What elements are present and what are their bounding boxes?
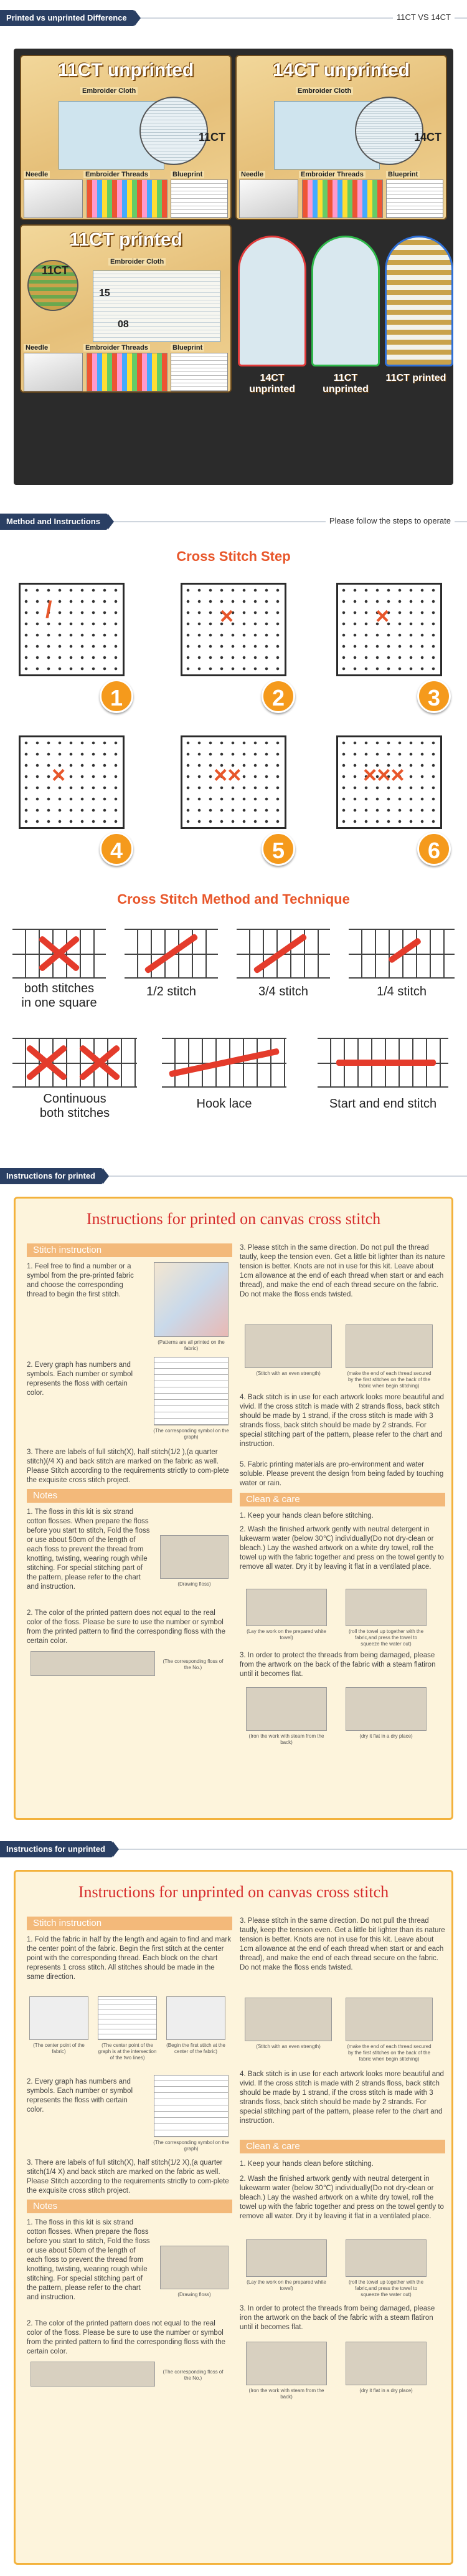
caption: (The corresponding symbol on the graph) [153,2140,229,2152]
step-box-4: × [19,735,125,829]
stitch-photo [245,1998,332,2041]
needle-image [24,353,83,391]
section-subtitle: Please follow the steps to operate [326,516,455,525]
paragraph: 2. Wash the finished artwork gently with neutral detergent in lukewarm water (below 30℃) individually(Do not dry-clean or bleach.) Lay the washed artwork on a white dry towel, roll the towel up with the fabric together and press on the towel gently to remove all water. Dry it by leaving it flat in a ventilated place. [240,2175,444,2220]
comparison-panel [14,49,453,485]
cloth-label: Embroider Cloth [80,87,138,95]
paragraph: 3. Please stitch in the same direction. Do not pull the thread tautly, keep the tension even. Get a little bit lighter than its nature tension is better. Knots are not in use for this kit. Leave about 1cm allowance at the end of each thread when start or and each thread), and make the end of each thread secure on the fabric. Do not make the floss ends twisted. [240,1244,445,1298]
caption: (The corresponding floss of the No.) [163,2369,224,2381]
card-14ct-unprinted [235,55,447,220]
step-box-1: / [19,583,125,676]
step-box-5: ×× [181,735,286,829]
graph-center-photo [98,1996,157,2040]
needle-label: Needle [24,171,50,178]
method-label: both stitches in one square [21,982,97,1010]
step-number-1: 1 [100,679,133,713]
section-tag: Method and Instructions [0,514,108,530]
blueprint-label: Blueprint [171,171,204,178]
paragraph: 3. There are labels of full stitch(X), half stitch(1/2 ),(a quarter stitch)(/4 X) and back stitch are marked on the fabric as well. Please Stitch according to the requirements strictly to com-plete the exquisite cross stitch project. [27,1448,229,1484]
method-label: 1/2 stitch [146,985,197,998]
method-title: Cross Stitch Method and Technique [117,891,350,907]
caption: (dry it flat in a dry place) [359,1733,413,1739]
blueprint-image [171,353,228,391]
threads-label: Embroider Threads [83,344,150,352]
section-tag: Instructions for unprinted [0,1841,113,1857]
paragraph: 1. Keep your hands clean before stitching. [240,2160,374,2168]
step-box-2: × [181,583,286,676]
paragraph: 3. Please stitch in the same direction. Do not pull the thread tautly, keep the tension even. Get a little bit lighter than its nature tension is better. Knots are not in use for this kit. Leave about 1cm allowance at the end of each thread when start or and each thread), and make the end of each thread secure on the fabric. Do not make the floss ends twisted. [240,1917,445,1971]
first-stitch-photo [166,1996,225,2040]
method-label: 1/4 stitch [376,985,427,998]
step-box-6: ××× [336,735,442,829]
paragraph: 3. There are labels of full stitch(X), half stitch(1/2 X),(a quarter stitch(1/4 X) and back stitch are marked on the fabric as well. Please Stitch according to the requirements strictly to com-plete the exquisite cross stitch project. [27,2159,229,2195]
caption: (The center point of the graph is at the intersection of the two lines) [98,2042,157,2061]
paragraph: 2. The color of the printed pattern does not equal to the real color of the floss. Please be sure to use the number or symbol from the printed pattern to find the corresponding floss with the certain color. [27,2320,225,2355]
step-number-4: 4 [100,832,133,866]
stitch-photo [245,1324,332,1368]
section-header-method [0,511,467,532]
paragraph: 3. In order to protect the threads from being damaged, please iron the artwork on the back of the fabric with a steam flatiron until it becomes flat. [240,2305,435,2331]
section-label: Stitch instruction [27,1243,232,1257]
caption: (roll the towel up together with the fabric,and press the towel to squeeze the water out) [348,2279,424,2297]
caption: (Lay the work on the prepared white towel) [247,1629,326,1640]
paragraph: 1. Feel free to find a number or a symbol from the pre-printed fabric and choose the corresponding thread to begin the first stitch. [27,1263,134,1298]
step-number-6: 6 [417,832,451,866]
unprinted-instructions-card [14,1870,453,2565]
floss-photo [31,2362,155,2387]
iron-photo [246,1687,327,1731]
paragraph: 2. Every graph has numbers and symbols. Each number or symbol represents the floss with certain color. [27,1361,133,1397]
floss-image [302,180,383,218]
paragraph: 4. Back stitch is in use for each artwork looks more beautiful and vivid. If the cross stitch is made with 2 strands floss, back stitch should be made by 1 strand, if the cross stitch is made with 3 strands floss, back stitch should be made by 2 strands. For special stitching part of the pattern, please refer to the chart and instruction. [240,1394,444,1448]
ct-label: 11CT [42,264,69,277]
doc-title: Instructions for unprinted on canvas cross stitch [78,1883,389,1901]
dry-flat-photo [346,1687,427,1731]
towel-photo [246,2239,327,2277]
step-number-5: 5 [262,832,295,866]
compare-14ct-unprinted [238,236,306,366]
method-label: Hook lace [196,1097,252,1111]
caption: (Patterns are all printed on the fabric) [158,1339,225,1351]
steps-title: Cross Stitch Step [176,548,291,564]
section-label: Clean & care [240,1493,445,1506]
paragraph: 1. Fold the fabric in half by the length and again to find and mark the center point of the fabric. Begin the first stitch at the center point with the corresponding thread. Each block on the chart represents 1 cross stitch. All stitches should be made in the same direction. [27,1936,231,1981]
fabric-center-photo [29,1996,88,2040]
roll-towel-photo [346,1589,427,1626]
roll-towel-photo [346,2239,427,2277]
towel-photo [246,1589,327,1626]
iron-photo [246,2342,327,2385]
blueprint-image [386,180,443,218]
paragraph: 4. Back stitch is in use for each artwork looks more beautiful and vivid. If the cross stitch is made with 2 strands floss, back stitch should be made by 1 strand, if the cross stitch is made with 3 strands floss, back stitch should be made by 2 strands. For special stitching part of the pattern, please refer to the chart and instruction. [240,2071,444,2125]
drawing-floss-photo [160,1535,229,1579]
printed-instructions-card [14,1197,453,1820]
floss-image [87,180,167,218]
section-header-difference [0,7,467,29]
caption: (dry it flat in a dry place) [359,2388,413,2393]
paragraph: 1. Keep your hands clean before stitching. [240,1512,374,1520]
paragraph: 5. Fabric printing materials are pro-environment and water soluble. Please prevent the design from being faded by touching water or rain. [240,1461,444,1487]
caption: (Stitch with an even strength) [256,1371,321,1376]
stitch-back-photo [346,1998,433,2041]
floss-photo [31,1651,155,1676]
dry-flat-photo [346,2342,427,2385]
needle-image [24,180,83,218]
caption: (Drawing floss) [177,2292,211,2297]
card-title: 11CT printed [69,229,182,250]
section-tag: Printed vs unprinted Difference [0,10,134,26]
card-title: 11CT unprinted [57,60,194,80]
compare-label: 14CT unprinted [249,373,295,395]
card-title: 14CT unprinted [272,60,410,80]
graph-symbols-photo [154,2075,229,2137]
section-header-unprinted [0,1839,467,1860]
caption: (Drawing floss) [177,1581,211,1587]
caption: (Begin the first stitch at the center of the fabric) [166,2042,225,2054]
drawing-floss-photo [160,2246,229,2289]
method-label: 3/4 stitch [258,985,309,998]
blueprint-label: Blueprint [386,171,420,178]
section-subtitle: 11CT VS 14CT [393,12,455,22]
paragraph: 3. In order to protect the threads from being damaged, please from the artwork on the back of the fabric with a steam flatiron until it becomes flat. [240,1652,436,1678]
compare-11ct-unprinted [311,236,380,366]
threads-label: Embroider Threads [299,171,366,178]
paragraph: 1. The floss in this kit is six strand cotton flosses. When prepare the floss before you start to stitch, Fold the floss or use about 50cm of the length of each floss to prevent the thread from knotting, twisting, wearing rough while stitching. For special stitching part of the pattern, please refer to the chart and instruction. [27,1508,150,1591]
caption: (roll the towel up together with the fabric,and press the towel to squeeze the water out) [348,1629,424,1647]
paragraph: 2. Every graph has numbers and symbols. Each number or symbol represents the floss with certain color. [27,2078,133,2114]
step-number-2: 2 [262,679,295,713]
needle-label: Needle [239,171,265,178]
floss-image [87,353,167,391]
paragraph: 2. Wash the finished artwork gently with neutral detergent in lukewarm water (below 30℃) individually(Do not dry-clean or bleach.) Lay the washed artwork on a white dry towel, roll the towel up with the fabric together and press on the towel gently to remove all water. Dry it by leaving it flat in a ventilated place. [240,1526,444,1571]
pattern-number: 08 [118,319,129,330]
caption: (make the end of each thread secured by the first stitches on the back of the fabric when begin stitching) [347,2044,432,2062]
blueprint-image [171,180,228,218]
doc-title: Instructions for printed on canvas cross stitch [86,1210,381,1228]
threads-label: Embroider Threads [83,171,150,178]
caption: (The center point of the fabric) [33,2042,85,2054]
paragraph: 1. The floss in this kit is six strand cotton flosses. When prepare the floss before you start to stitch, Fold the floss or use about 50cm of the length of each floss to prevent the thread from knotting, twisting, wearing rough while stitching. For special stitching part of the pattern, please refer to the chart and instruction. [27,2219,150,2301]
red-stitch [336,1060,436,1066]
cloth-label: Embroider Cloth [296,87,353,95]
stitch-back-photo [346,1324,433,1368]
section-tag: Instructions for printed [0,1168,103,1184]
needle-image [239,180,298,218]
ct-label: 14CT [414,131,442,143]
printed-cloth [93,271,220,342]
compare-label: 11CT printed [385,373,446,383]
compare-label: 11CT unprinted [323,373,369,395]
caption: (Iron the work with steam from the back) [248,1733,324,1745]
printed-fabric-photo [154,1262,229,1337]
method-label: Start and end stitch [329,1097,437,1111]
section-label: Clean & care [240,2140,445,2153]
section-label: Notes [27,1489,232,1503]
section-label: Notes [27,2200,232,2213]
card-11ct-unprinted [20,55,232,220]
section-label: Stitch instruction [27,1917,232,1930]
pattern-number: 15 [99,288,110,299]
blueprint-label: Blueprint [171,344,204,352]
caption: (The corresponding floss of the No.) [163,1659,224,1670]
compare-11ct-printed [385,236,453,366]
caption: (The corresponding symbol on the graph) [153,1428,229,1440]
caption: (Stitch with an even strength) [256,2044,321,2049]
caption: (Iron the work with steam from the back) [248,2388,324,2400]
paragraph: 2. The color of the printed pattern does not equal to the real color of the floss. Please be sure to use the number or symbol from the printed pattern to find the corresponding floss with the certain color. [27,1609,225,1645]
needle-label: Needle [24,344,50,352]
graph-symbols-photo [154,1357,229,1425]
step-box-3: × [336,583,442,676]
ct-label: 11CT [199,131,226,143]
section-header-printed [0,1166,467,1187]
method-label: Continuous both stitches [39,1092,110,1120]
cloth-label: Embroider Cloth [108,258,166,266]
caption: (make the end of each thread secured by the first stitches on the back of the fabric when begin stitching) [347,1371,432,1389]
card-11ct-printed [20,224,232,393]
step-number-3: 3 [417,679,451,713]
caption: (Lay the work on the prepared white towel) [247,2279,326,2291]
